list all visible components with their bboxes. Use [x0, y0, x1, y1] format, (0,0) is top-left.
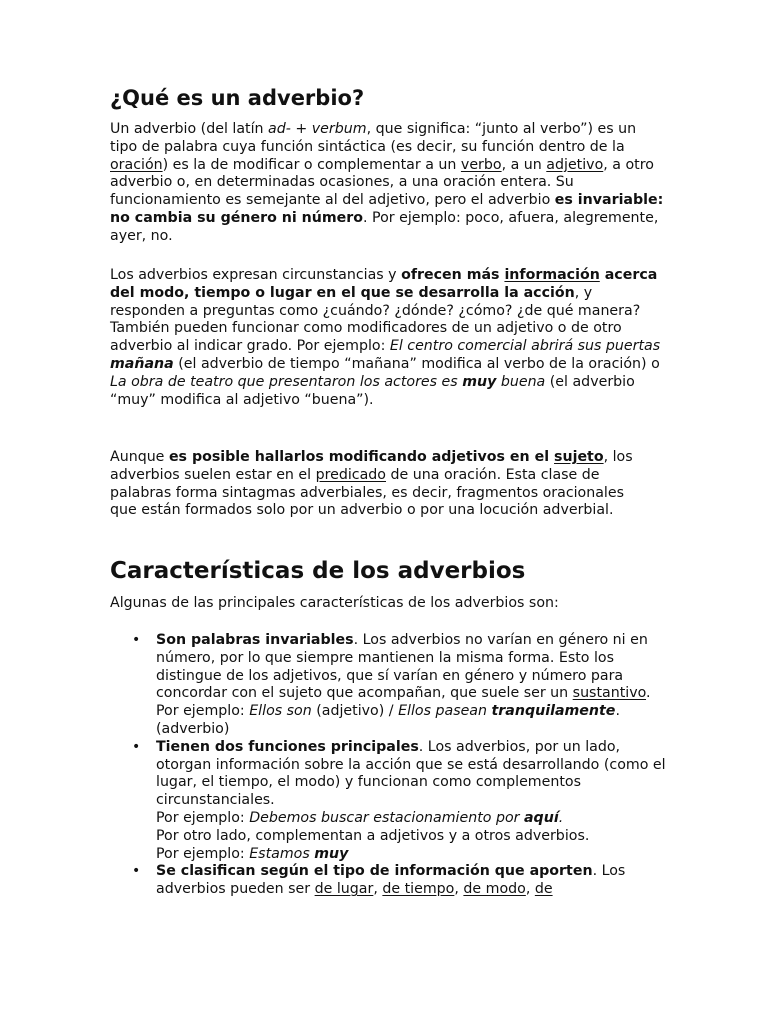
- list-item: [110, 632, 670, 739]
- text: .: [646, 685, 651, 702]
- link-verbo[interactable]: verbo: [460, 156, 502, 173]
- italic-text: buena: [496, 373, 546, 390]
- text: . Los adverbios, por un lado, otorgan información sobre la acción que se está desarrollando (como el lugar, el tiempo, el modo) y funcionan como complementos circunstanciales.: [156, 738, 666, 809]
- list-item: [110, 863, 670, 899]
- link-predicado[interactable]: predicado: [315, 466, 386, 483]
- text: Por ejemplo:: [156, 703, 250, 720]
- text: . (adverbio): [156, 703, 620, 737]
- italic-text: Ellos pasean: [398, 703, 492, 720]
- bold-italic-text: aquí: [523, 809, 559, 826]
- item-body: [156, 632, 670, 703]
- text: Aunque: [110, 449, 169, 465]
- bold-text: es posible hallarlos modificando adjetivos en el: [168, 449, 555, 465]
- bold-italic-text: muy: [314, 845, 349, 862]
- link-oracion[interactable]: oración: [110, 156, 163, 173]
- text: ,: [525, 881, 535, 898]
- bold-text: acerca del modo, tiempo o lugar en el que se desarrolla la acción: [110, 267, 658, 301]
- paragraph-circumstances: [110, 267, 665, 409]
- text: , que significa: “junto al verbo”) es un tipo de palabra cuya función sintáctica (es decir, su función dentro de la: [110, 121, 637, 155]
- list-item: [110, 739, 670, 864]
- characteristics-list: [110, 632, 670, 899]
- example-line: [156, 846, 670, 864]
- text: de una oración. Esta clase de palabras forma sintagmas adverbiales, es decir, fragmentos oracionales que están formados solo por un adverbio o por una locución adverbial.: [110, 466, 624, 519]
- paragraph-position: [110, 449, 645, 520]
- text: , los adverbios suelen estar en el: [110, 449, 633, 483]
- bold-text: ofrecen más: [401, 267, 505, 283]
- italic-text: Ellos son: [249, 703, 312, 720]
- italic-text: Estamos: [249, 845, 315, 862]
- text: Los adverbios expresan circunstancias y: [110, 267, 402, 283]
- text: , y responden a preguntas como ¿cuándo? ¿dónde? ¿cómo? ¿de qué manera? También pueden funcionar como modificadores de un adjetivo o de otro adverbio al indicar grado. Por ejemplo:: [110, 284, 641, 355]
- text: (el adverbio de tiempo “mañana” modifica al verbo de la oración) o: [173, 355, 660, 372]
- italic-text: La obra de teatro que presentaron los actores es: [110, 373, 463, 390]
- heading-caracteristicas: Características de los adverbios: [110, 558, 526, 584]
- link-de-modo[interactable]: de modo: [463, 881, 526, 898]
- text: ,: [373, 881, 383, 898]
- link-adjetivo[interactable]: adjetivo: [546, 156, 604, 173]
- bullet-icon: •: [132, 738, 141, 755]
- link-sustantivo[interactable]: sustantivo: [572, 685, 647, 702]
- bold-text: Son palabras invariables: [156, 632, 354, 648]
- bold-text: es invariable: no cambia su género ni número: [110, 192, 664, 226]
- bold-italic-text: muy: [462, 373, 497, 390]
- text: ) es la de modificar o complementar a un: [162, 156, 461, 173]
- paragraph-definition: [110, 121, 665, 246]
- text: (el adverbio “muy” modifica al adjetivo “buena”).: [110, 373, 635, 408]
- italic-text: Debemos buscar estacionamiento por: [249, 809, 524, 826]
- italic-text: .: [558, 809, 564, 826]
- bold-italic-text: mañana: [110, 355, 174, 372]
- bold-text: Se clasifican según el tipo de información que aporten: [156, 863, 593, 880]
- item-body: [156, 739, 670, 810]
- heading-que-es-un-adverbio: ¿Qué es un adverbio?: [110, 86, 365, 110]
- text: . Los adverbios pueden ser: [156, 863, 626, 898]
- item-body: [156, 863, 670, 899]
- link-de-lugar[interactable]: de lugar: [314, 881, 374, 898]
- bullet-icon: •: [132, 632, 141, 648]
- paragraph-intro-list: Algunas de las principales características de los adverbios son:: [110, 595, 559, 611]
- bullet-icon: •: [132, 863, 141, 880]
- text: . Los adverbios no varían en género ni en número, por lo que siempre mantienen la misma forma. Esto los distingue de los adjetivos, que sí varían en género y número para concordar con el sujeto que acompañan, que suele ser un: [156, 632, 648, 702]
- link-de[interactable]: de: [534, 881, 553, 898]
- example-line: [156, 810, 670, 828]
- text: Por ejemplo:: [156, 809, 250, 826]
- text: , a otro adverbio o, en determinadas ocasiones, a una oración entera. Su funcionamiento es semejante al del adjetivo, pero el adverbio: [110, 156, 654, 209]
- bold-italic-text: tranquilamente: [491, 703, 616, 720]
- example-line: [156, 703, 670, 739]
- italic-text: ad- + verbum: [268, 121, 367, 137]
- text: ,: [454, 881, 464, 898]
- link-informacion[interactable]: información: [504, 267, 600, 283]
- italic-text: El centro comercial abrirá sus puertas: [389, 338, 661, 355]
- text: , a un: [501, 156, 547, 173]
- bold-text: Tienen dos funciones principales: [156, 738, 419, 755]
- text: Un adverbio (del latín: [110, 121, 269, 137]
- link-sujeto[interactable]: sujeto: [554, 449, 604, 465]
- text: (adjetivo) /: [311, 703, 399, 720]
- text: . Por ejemplo: poco, afuera, alegremente, ayer, no.: [110, 209, 659, 244]
- text: Por ejemplo:: [156, 845, 250, 862]
- text-line: Por otro lado, complementan a adjetivos y a otros adverbios.: [156, 827, 590, 844]
- link-de-tiempo[interactable]: de tiempo: [382, 881, 455, 898]
